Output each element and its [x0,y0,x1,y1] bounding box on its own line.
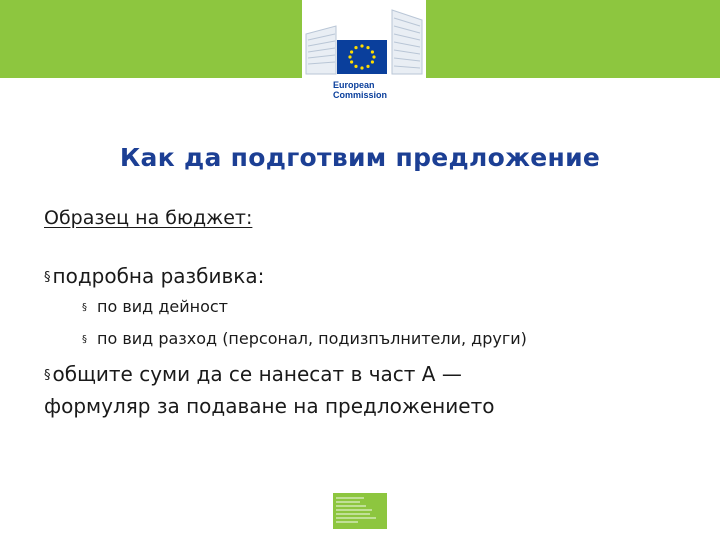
footer-text-lines [336,496,384,526]
bullet-mark: § [82,302,87,313]
eu-flag-icon [337,40,387,74]
bullet-mark: § [44,270,51,285]
sub-bullet-item-2 [82,328,527,353]
bullet-item-2 [44,360,684,420]
bullet-line-2: формуляр за подаване на предложението [44,394,495,418]
sub-bullet-text: по вид дейност [97,297,228,316]
bullet-item-1 [44,262,684,294]
footer-badge [333,493,387,529]
slide-subtitle: Образец на бюджет: [44,207,253,229]
bullet-text: подробна разбивка: [52,264,265,288]
sub-bullet-text: по вид разход (персонал, подизпълнители, други) [97,329,527,348]
sub-bullet-item-1 [82,296,228,321]
slide-title: Как да подготвим предложение [119,143,601,172]
bullet-mark: § [82,334,87,345]
logo-text-line2: Commission [333,90,388,100]
bullet-line-1 [44,360,684,392]
bullet-mark: § [44,368,51,383]
bullet-text: общите суми да се нанесат в част А — [52,362,462,386]
logo-text-line1: European [333,80,375,90]
logo-text [333,80,393,100]
